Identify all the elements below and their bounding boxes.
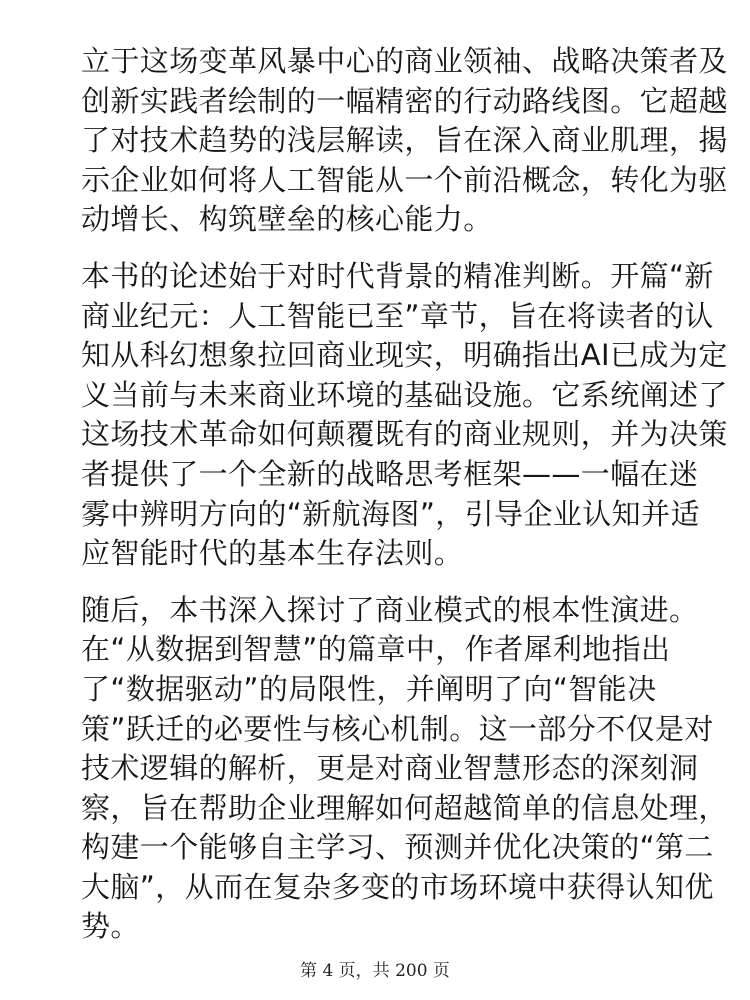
paragraph-1 [81, 42, 728, 240]
paragraph-3 [81, 591, 728, 947]
text-line: 技术逻辑的解析，更是对商业智慧形态的深刻洞 [81, 751, 699, 786]
paragraph-2 [81, 257, 728, 574]
text-line: 雾中辨明方向的“新航海图”，引导企业认知并适 [81, 496, 700, 531]
text-line: 了对技术趋势的浅层解读，旨在深入商业肌理，揭 [81, 123, 728, 158]
text-line: 者提供了一个全新的战略思考框架——一幅在迷 [81, 456, 699, 491]
text-line: 策”跃迁的必要性与核心机制。这一部分不仅是对 [81, 711, 714, 746]
text-line: 这场技术革命如何颠覆既有的商业规则，并为决策 [81, 417, 728, 452]
text-line: 大脑”，从而在复杂多变的市场环境中获得认知优 [81, 869, 714, 904]
text-line: 创新实践者绘制的一幅精密的行动路线图。它超越 [81, 83, 728, 118]
page-number-footer: 第 4 页，共 200 页 [300, 961, 450, 981]
text-line: 势。 [81, 909, 140, 944]
text-line: 在“从数据到智慧”的篇章中，作者犀利地指出 [81, 632, 671, 667]
text-line: 义当前与未来商业环境的基础设施。它系统阐述了 [81, 377, 728, 412]
text-line: 示企业如何将人工智能从一个前沿概念，转化为驱 [81, 162, 728, 197]
text-line: 应智能时代的基本生存法则。 [81, 536, 464, 571]
text-line: 立于这场变革风暴中心的商业领袖、战略决策者及 [81, 44, 728, 78]
text-line: 动增长、构筑壁垒的核心能力。 [81, 202, 493, 237]
body-text [81, 42, 728, 964]
text-line: 察，旨在帮助企业理解如何超越简单的信息处理， [81, 790, 728, 825]
text-line: 商业纪元：人工智能已至”章节，旨在将读者的认 [81, 298, 714, 333]
text-line: 了“数据驱动”的局限性，并阐明了向“智能决 [81, 671, 657, 706]
text-line: 随后，本书深入探讨了商业模式的根本性演进。 [81, 592, 699, 627]
text-line: 本书的论述始于对时代背景的精准判断。开篇“新 [81, 258, 714, 293]
text-line: 知从科幻想象拉回商业现实，明确指出AI已成为定 [81, 338, 728, 373]
text-line: 构建一个能够自主学习、预测并优化决策的“第二 [81, 830, 714, 865]
